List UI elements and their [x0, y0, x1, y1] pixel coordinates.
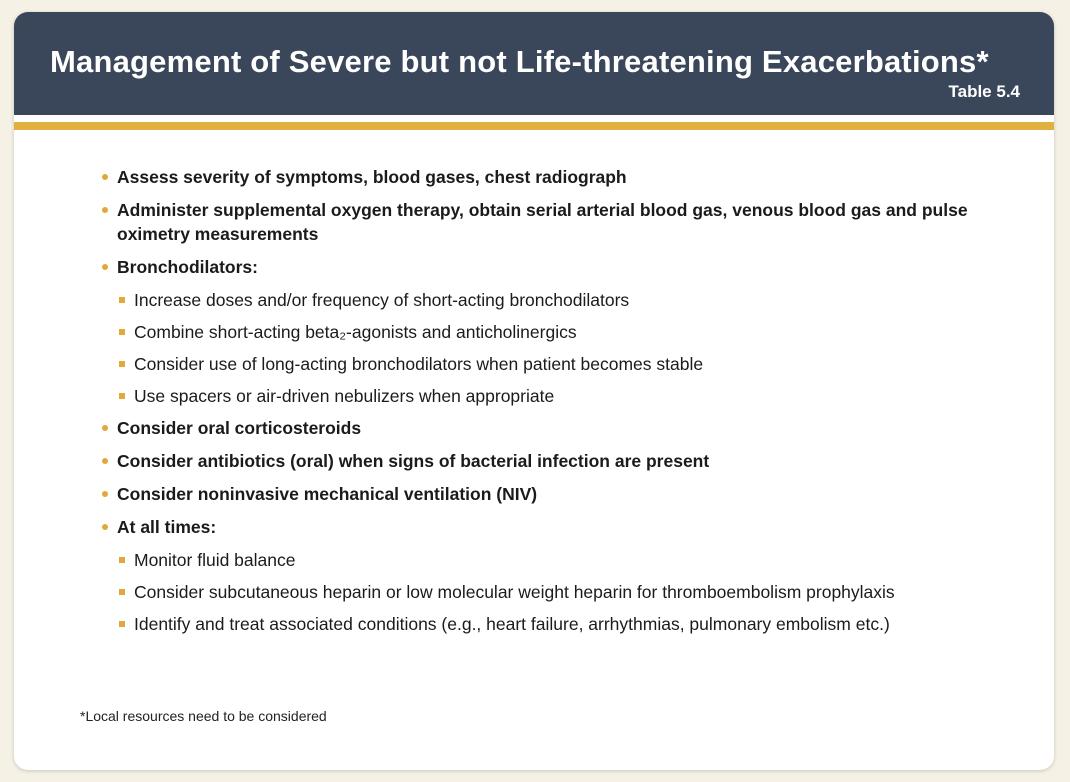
sub-list-item: [119, 612, 982, 636]
list-item: [102, 449, 982, 473]
bullet-square-icon: [119, 329, 125, 335]
sub-list-item: [119, 320, 982, 344]
bullet-dot-icon: [102, 425, 108, 431]
list-item: [102, 515, 982, 539]
bullet-dot-icon: [102, 491, 108, 497]
bullet-dot-icon: [102, 524, 108, 530]
list-item-text: Combine short-acting beta₂-agonists and anticholinergics: [134, 322, 577, 342]
table-number-label: Table 5.4: [948, 82, 1020, 101]
list-item: [102, 482, 982, 506]
bullet-square-icon: [119, 361, 125, 367]
bullet-dot-icon: [102, 264, 108, 270]
list-item-text: Consider oral corticosteroids: [117, 418, 362, 438]
list-item: [102, 198, 982, 246]
list-item-text: Consider antibiotics (oral) when signs of bacterial infection are present: [117, 451, 710, 471]
list-item: [102, 416, 982, 440]
footnote: *Local resources need to be considered: [80, 708, 327, 724]
list-item-text: At all times:: [117, 517, 217, 537]
bullet-square-icon: [119, 393, 125, 399]
accent-divider: [14, 122, 1054, 130]
sub-list-item: [119, 384, 982, 408]
list-item-text: Increase doses and/or frequency of short-acting bronchodilators: [134, 290, 630, 310]
bullet-square-icon: [119, 557, 125, 563]
list-item-text: Identify and treat associated conditions (e.g., heart failure, arrhythmias, pulmonary embolism etc.): [134, 614, 890, 634]
list-item-text: Consider subcutaneous heparin or low molecular weight heparin for thromboembolism prophylaxis: [134, 582, 895, 602]
slide-card: [14, 12, 1054, 770]
sub-list-item: [119, 288, 982, 312]
list-item-text: Assess severity of symptoms, blood gases, chest radiograph: [117, 167, 627, 187]
header-banner: [14, 12, 1054, 115]
bullet-dot-icon: [102, 207, 108, 213]
bullet-dot-icon: [102, 174, 108, 180]
recommendation-list: [102, 165, 982, 644]
sub-list-item: [119, 352, 982, 376]
list-item: [102, 165, 982, 189]
list-item-text: Use spacers or air-driven nebulizers when appropriate: [134, 386, 555, 406]
bullet-dot-icon: [102, 458, 108, 464]
list-item-text: Administer supplemental oxygen therapy, obtain serial arterial blood gas, venous blood gas and pulse oximetry measurements: [117, 200, 968, 244]
list-item: [102, 255, 982, 279]
list-item-text: Consider use of long-acting bronchodilators when patient becomes stable: [134, 354, 704, 374]
list-item-text: Monitor fluid balance: [134, 550, 296, 570]
bullet-square-icon: [119, 297, 125, 303]
slide-title: Management of Severe but not Life-threatening Exacerbations*: [50, 44, 989, 79]
bullet-square-icon: [119, 589, 125, 595]
list-item-text: Bronchodilators:: [117, 257, 258, 277]
sub-list-item: [119, 580, 982, 604]
bullet-square-icon: [119, 621, 125, 627]
list-item-text: Consider noninvasive mechanical ventilation (NIV): [117, 484, 538, 504]
sub-list-item: [119, 548, 982, 572]
